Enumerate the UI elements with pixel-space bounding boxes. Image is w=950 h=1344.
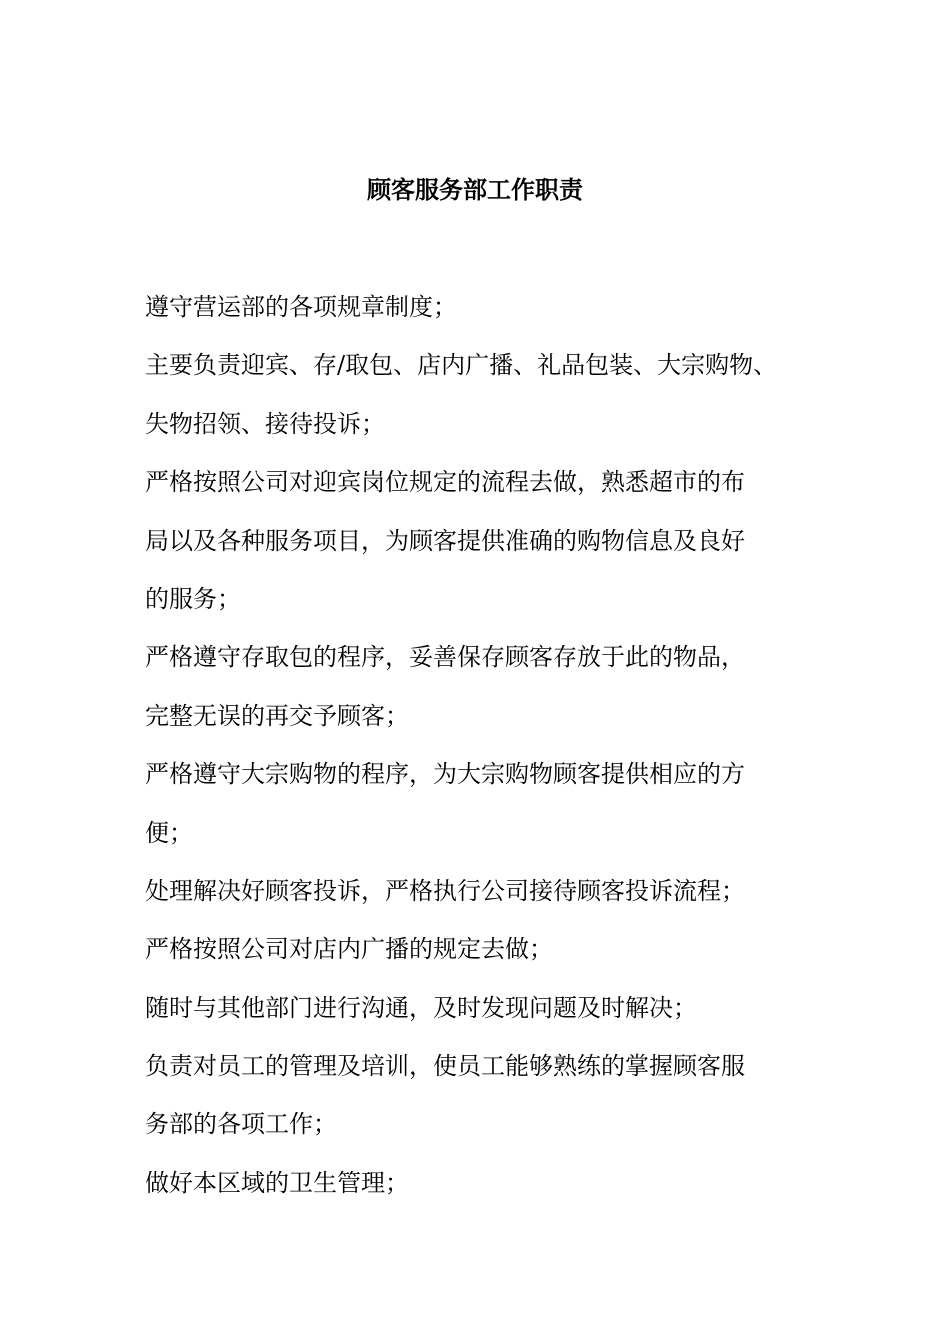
duty-line: 失物招领、接待投诉；	[145, 409, 385, 438]
duty-line: 做好本区域的卫生管理；	[145, 1168, 409, 1197]
duties-list	[145, 285, 845, 1219]
duty-line: 主要负责迎宾、存/取包、店内广播、礼品包装、大宗购物、	[145, 351, 778, 380]
duty-line: 完整无误的再交予顾客；	[145, 701, 409, 730]
duty-line: 的服务；	[145, 584, 241, 613]
duty-line: 遵守营运部的各项规章制度；	[145, 293, 457, 321]
duty-line: 严格按照公司对店内广播的规定去做；	[145, 935, 553, 964]
duty-line: 负责对员工的管理及培训，使员工能够熟练的掌握顾客服	[145, 1052, 745, 1081]
duty-line: 严格遵守大宗购物的程序，为大宗购物顾客提供相应的方	[145, 760, 745, 789]
document-title: 顾客服务部工作职责	[367, 175, 583, 204]
duty-line: 务部的各项工作；	[145, 1110, 337, 1139]
duty-line: 便；	[145, 818, 193, 847]
duty-line: 局以及各种服务项目，为顾客提供准确的购物信息及良好	[145, 526, 745, 555]
duty-line: 处理解决好顾客投诉，严格执行公司接待顾客投诉流程；	[145, 876, 745, 905]
duty-line: 随时与其他部门进行沟通，及时发现问题及时解决；	[145, 993, 697, 1022]
duty-line: 严格遵守存取包的程序，妥善保存顾客存放于此的物品，	[145, 643, 745, 672]
duty-line: 严格按照公司对迎宾岗位规定的流程去做，熟悉超市的布	[145, 468, 745, 497]
